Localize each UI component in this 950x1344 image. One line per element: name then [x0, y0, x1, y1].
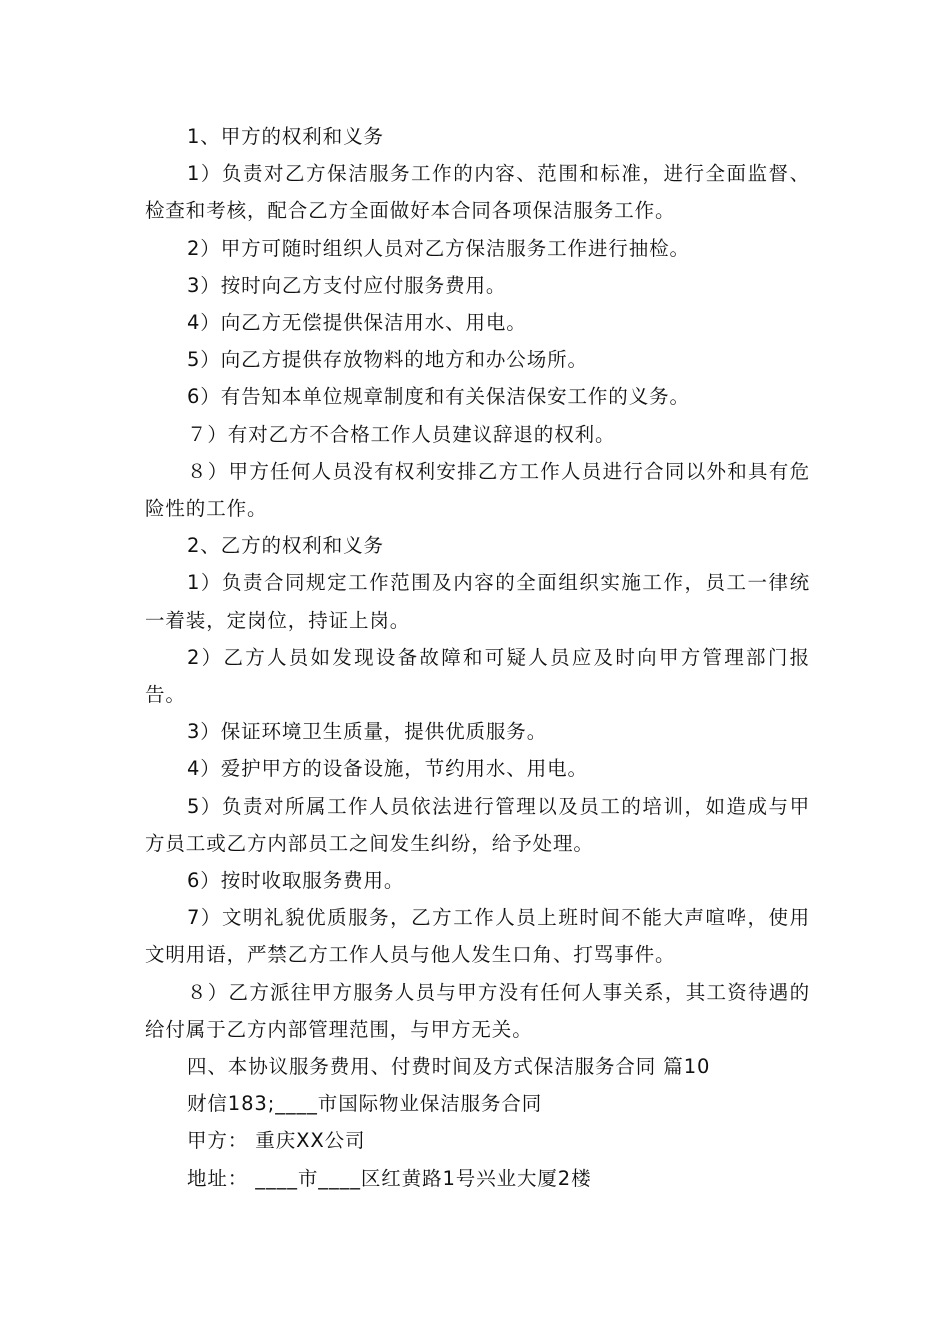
- paragraph: 5）负责对所属工作人员依法进行管理以及员工的培训，如造成与甲方员工或乙方内部员工之间发生纠纷，给予处理。: [145, 794, 810, 855]
- paragraph: ８）甲方任何人员没有权利安排乙方工作人员进行合同以外和具有危险性的工作。: [145, 459, 810, 521]
- contract-title: 财信183;____市国际物业保洁服务合同: [187, 1092, 543, 1116]
- paragraph: ８）乙方派往甲方服务人员与甲方没有任何人事关系，其工资待遇的给付属于乙方内部管理范围，与甲方无关。: [145, 980, 810, 1041]
- paragraph: 2）乙方人员如发现设备故障和可疑人员应及时向甲方管理部门报告。: [145, 645, 810, 707]
- paragraph: 4）爱护甲方的设备设施，节约用水、用电。: [187, 757, 588, 781]
- paragraph: 3）保证环境卫生质量，提供优质服务。: [187, 720, 548, 744]
- section-heading-fees: 四、本协议服务费用、付费时间及方式保洁服务合同 篇10: [187, 1055, 711, 1079]
- paragraph: 6）有告知本单位规章制度和有关保洁保安工作的义务。: [187, 385, 690, 409]
- paragraph: 6）按时收取服务费用。: [187, 869, 405, 893]
- paragraph: 1）负责合同规定工作范围及内容的全面组织实施工作，员工一律统一着装，定岗位，持证上岗。: [145, 571, 810, 632]
- section-heading-party-b: 2、乙方的权利和义务: [187, 534, 384, 558]
- paragraph: 2）甲方可随时组织人员对乙方保洁服务工作进行抽检。: [187, 236, 690, 260]
- paragraph: 3）按时向乙方支付应付服务费用。: [187, 273, 507, 297]
- party-a-line: 甲方： 重庆XX公司: [187, 1129, 366, 1153]
- paragraph: 1）负责对乙方保洁服务工作的内容、范围和标准，进行全面监督、检查和考核，配合乙方全面做好本合同各项保洁服务工作。: [145, 162, 810, 223]
- paragraph: ７）有对乙方不合格工作人员建议辞退的权利。: [187, 422, 616, 446]
- address-line: 地址： ____市____区红黄路1号兴业大厦2楼: [187, 1166, 592, 1190]
- paragraph: 5）向乙方提供存放物料的地方和办公场所。: [187, 348, 588, 372]
- section-heading-party-a: 1、甲方的权利和义务: [187, 125, 384, 148]
- document-body: [145, 118, 810, 1197]
- paragraph: 4）向乙方无偿提供保洁用水、用电。: [187, 311, 527, 335]
- paragraph: 7）文明礼貌优质服务，乙方工作人员上班时间不能大声喧哗，使用文明用语，严禁乙方工作人员与他人发生口角、打骂事件。: [145, 906, 810, 967]
